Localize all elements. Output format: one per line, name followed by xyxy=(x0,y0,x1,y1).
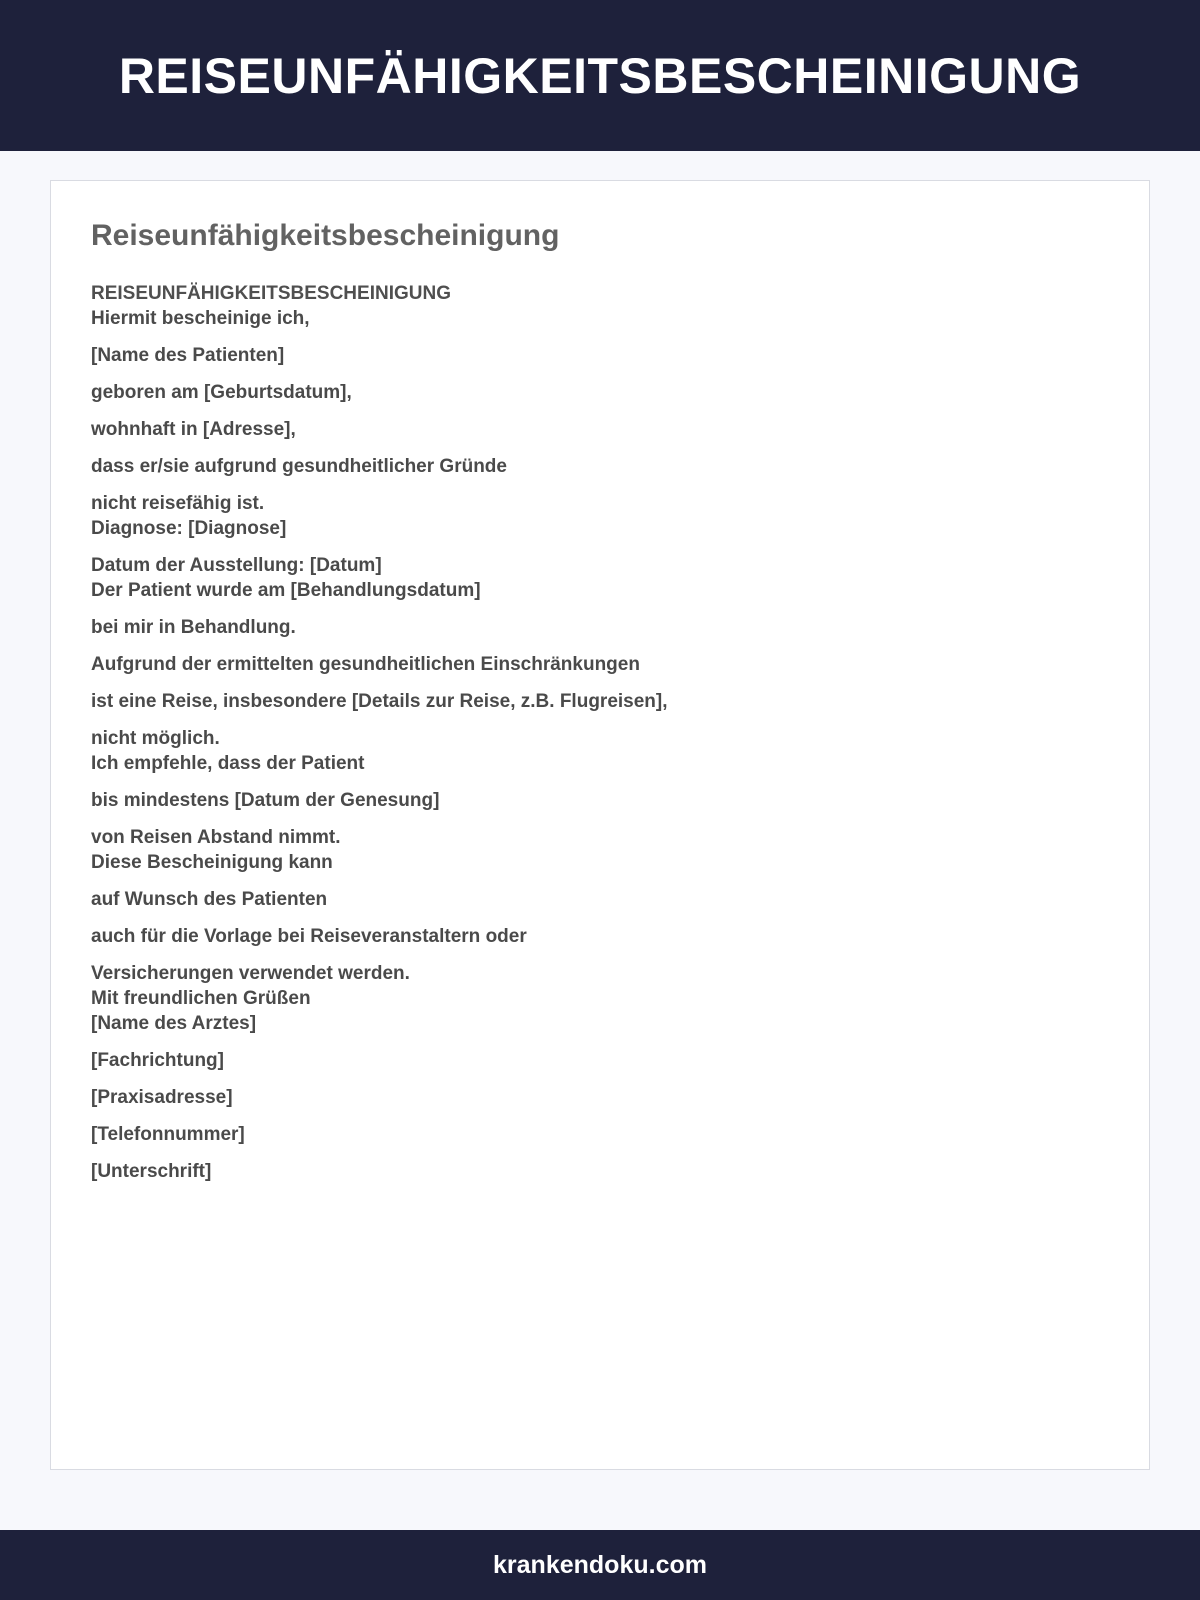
document-line: [Name des Arztes] xyxy=(91,1013,257,1034)
document-line: nicht reisefähig ist. xyxy=(91,493,265,514)
document-line: Diese Bescheinigung kann xyxy=(91,852,333,873)
document-paragraph xyxy=(91,306,1091,331)
document-line: Mit freundlichen Grüßen xyxy=(91,988,311,1009)
document-line: [Praxisadresse] xyxy=(91,1087,233,1108)
document-paragraph xyxy=(91,726,1091,776)
document-paragraph xyxy=(91,343,1091,368)
document-line: Ich empfehle, dass der Patient xyxy=(91,753,365,774)
document-line: bei mir in Behandlung. xyxy=(91,617,296,638)
document-card xyxy=(50,180,1150,1470)
document-line: Diagnose: [Diagnose] xyxy=(91,518,287,539)
document-line: [Name des Patienten] xyxy=(91,345,285,366)
document-paragraph xyxy=(91,454,1091,479)
page-header xyxy=(0,0,1200,151)
document-line: Aufgrund der ermittelten gesundheitlichen Einschränkungen xyxy=(91,654,640,675)
document-line: Hiermit bescheinige ich, xyxy=(91,308,310,329)
document-paragraph xyxy=(91,1048,1091,1073)
document-paragraph xyxy=(91,825,1091,875)
document-line: [Fachrichtung] xyxy=(91,1050,224,1071)
document-title: Reiseunfähigkeitsbescheinigung xyxy=(91,219,560,252)
document-paragraph xyxy=(91,491,1091,541)
document-body xyxy=(91,281,1091,1196)
document-paragraph xyxy=(91,689,1091,714)
document-subheading: REISEUNFÄHIGKEITSBESCHEINIGUNG xyxy=(91,283,451,304)
header-title: REISEUNFÄHIGKEITSBESCHEINIGUNG xyxy=(118,47,1082,104)
document-line: Datum der Ausstellung: [Datum] xyxy=(91,555,382,576)
document-line: [Telefonnummer] xyxy=(91,1124,245,1145)
document-paragraph xyxy=(91,961,1091,1036)
document-paragraph xyxy=(91,380,1091,405)
document-line: dass er/sie aufgrund gesundheitlicher Gründe xyxy=(91,456,507,477)
document-line: nicht möglich. xyxy=(91,728,220,749)
document-paragraph xyxy=(91,1122,1091,1147)
document-paragraph xyxy=(91,1085,1091,1110)
document-line: [Unterschrift] xyxy=(91,1161,212,1182)
document-paragraph xyxy=(91,417,1091,442)
document-paragraph xyxy=(91,652,1091,677)
document-paragraph xyxy=(91,1159,1091,1184)
footer-site-name: krankendoku.com xyxy=(493,1550,707,1579)
document-line: von Reisen Abstand nimmt. xyxy=(91,827,341,848)
document-line: Der Patient wurde am [Behandlungsdatum] xyxy=(91,580,481,601)
document-line: bis mindestens [Datum der Genesung] xyxy=(91,790,440,811)
document-paragraph xyxy=(91,615,1091,640)
document-line: Versicherungen verwendet werden. xyxy=(91,963,410,984)
document-line: ist eine Reise, insbesondere [Details zur Reise, z.B. Flugreisen], xyxy=(91,691,668,712)
document-paragraph xyxy=(91,553,1091,603)
document-paragraph xyxy=(91,887,1091,912)
document-paragraph xyxy=(91,924,1091,949)
document-line: geboren am [Geburtsdatum], xyxy=(91,382,352,403)
document-line: wohnhaft in [Adresse], xyxy=(91,419,296,440)
document-line: auf Wunsch des Patienten xyxy=(91,889,328,910)
page-footer xyxy=(0,1530,1200,1600)
document-line: auch für die Vorlage bei Reiseveranstaltern oder xyxy=(91,926,527,947)
document-paragraph xyxy=(91,788,1091,813)
